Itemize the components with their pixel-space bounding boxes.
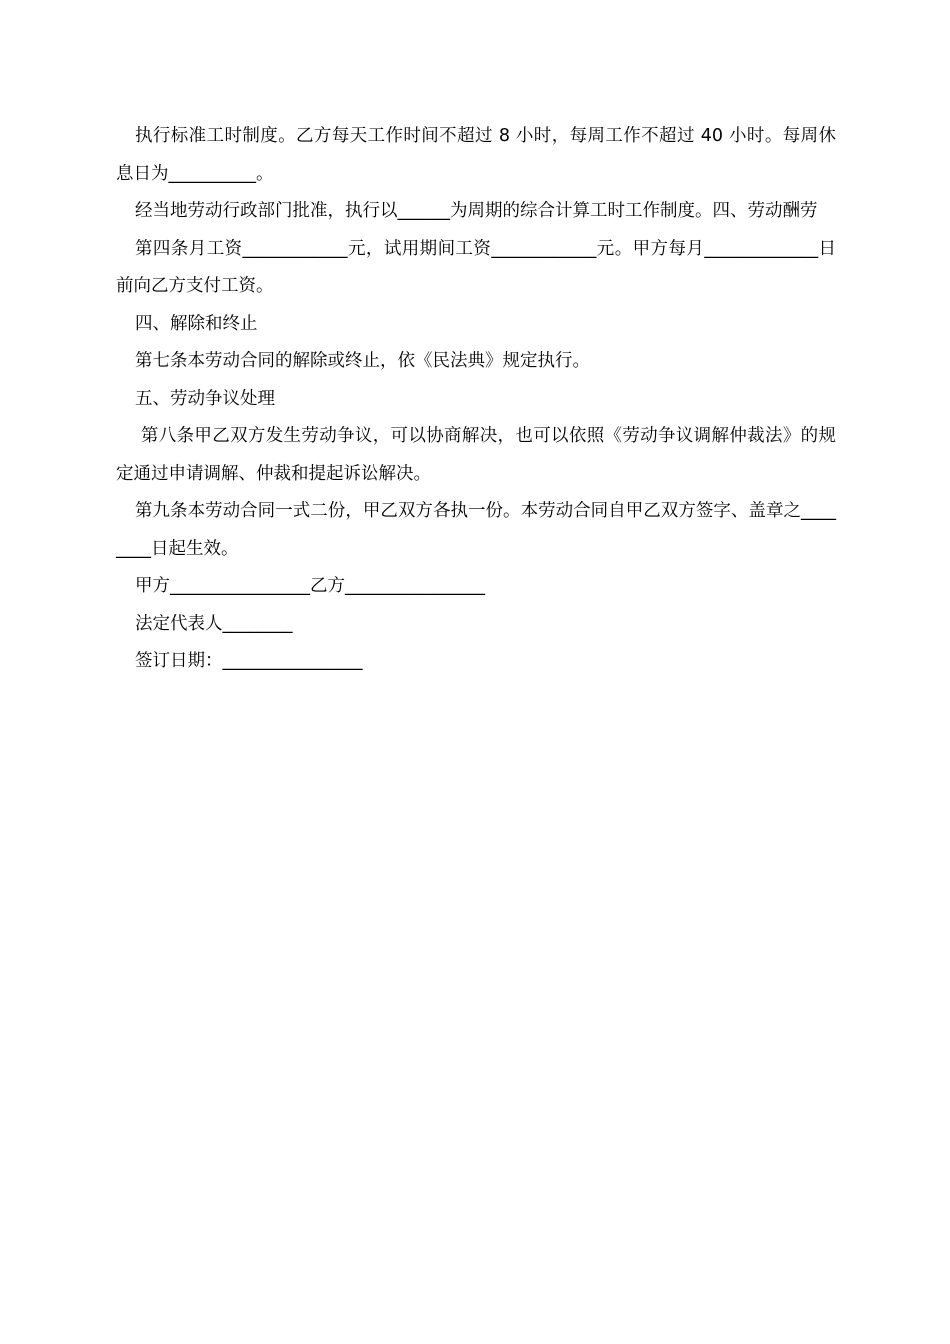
legal-representative-line: 法定代表人________ [135,613,293,634]
paragraph-salary: 第四条月工资____________元，试用期间工资____________元。甲方每月_____________日前向乙方支付工资。 [116,238,836,296]
paragraph-article-eight: 第八条甲乙双方发生劳动争议，可以协商解决，也可以依照《劳动争议调解仲裁法》的规定通过申请调解、仲裁和提起诉讼解决。 [116,426,836,484]
section-heading-dispute: 五、劳动争议处理 [135,388,275,409]
section-heading-termination: 四、解除和终止 [135,313,258,334]
signing-date-line: 签订日期：________________ [135,651,363,671]
paragraph-article-nine: 第九条本劳动合同一式二份，甲乙双方各执一份。本劳动合同自甲乙双方签字、盖章之________日起生效。 [116,501,836,559]
signature-parties-line: 甲方________________乙方________________ [135,576,485,596]
paragraph-working-hours: 执行标准工时制度。乙方每天工作时间不超过 8 小时，每周工作不超过 40 小时。每周休息日为__________。 [116,126,836,184]
paragraph-article-seven: 第七条本劳动合同的解除或终止，依《民法典》规定执行。 [135,351,590,371]
document-body [116,118,836,681]
paragraph-comprehensive-hours: 经当地劳动行政部门批准，执行以______为周期的综合计算工时工作制度。四、劳动酬劳 [135,201,818,221]
